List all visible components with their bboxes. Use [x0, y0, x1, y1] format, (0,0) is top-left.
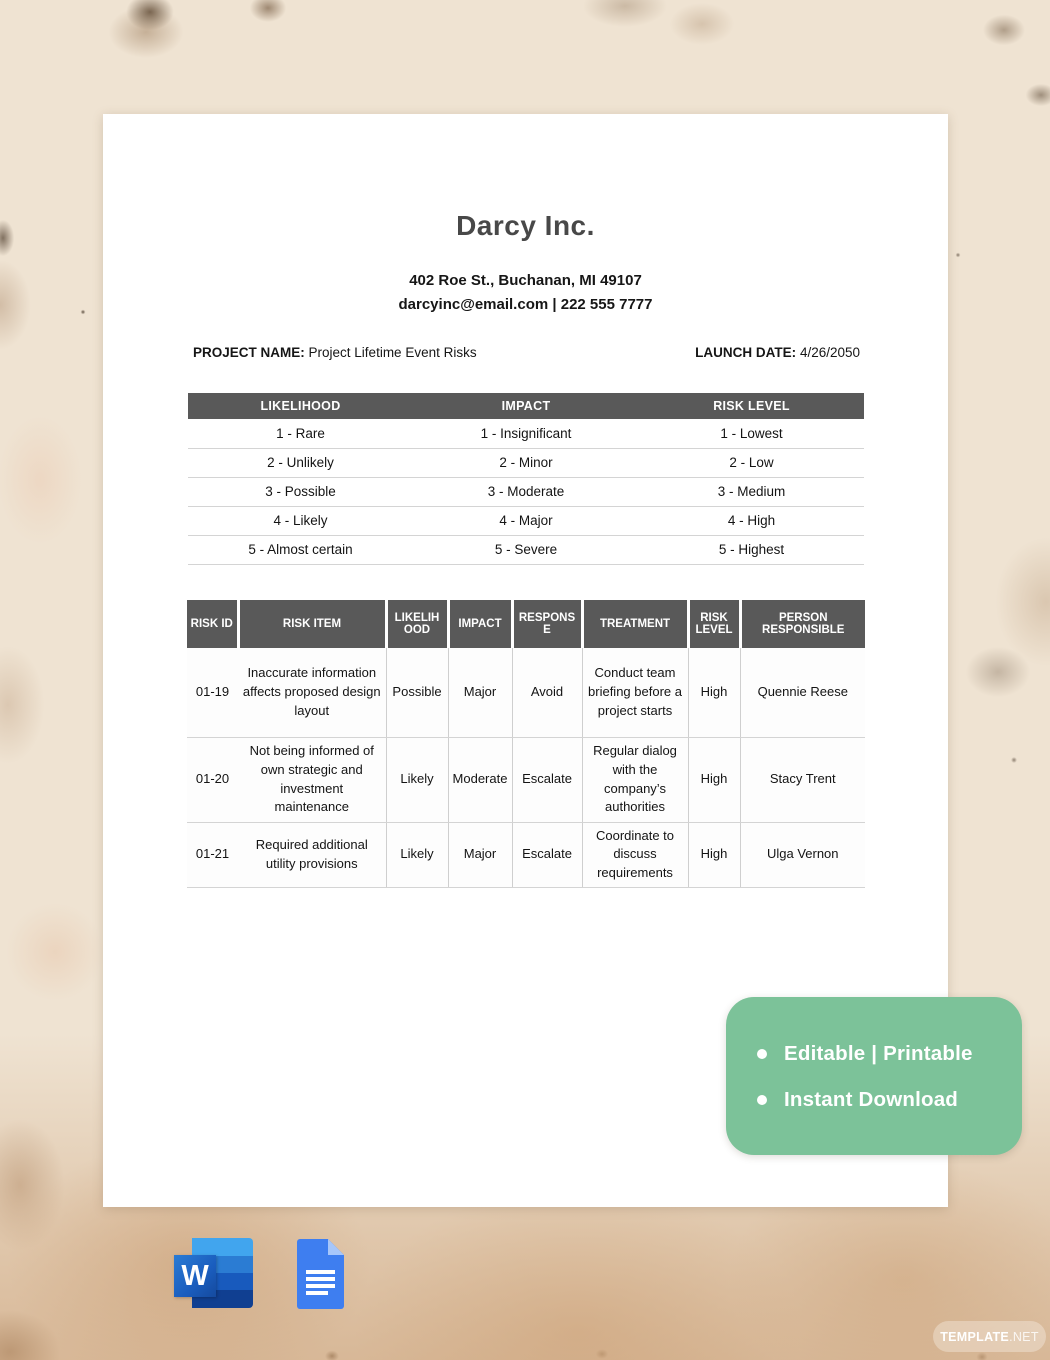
person-responsible-cell: Stacy Trent — [740, 737, 865, 822]
treatment-cell: Coordinate to discuss requirements — [582, 822, 688, 888]
column-header-impact: IMPACT — [413, 393, 639, 419]
table-cell: 5 - Almost certain — [188, 535, 413, 564]
column-header-risk-level: RISK LEVEL — [688, 600, 740, 648]
response-cell: Avoid — [512, 648, 582, 737]
docs-text-line — [306, 1284, 335, 1288]
column-header-risk-id: RISK ID — [187, 600, 238, 648]
watermark-light-text: .NET — [1009, 1329, 1039, 1344]
column-header-impact: IMPACT — [448, 600, 512, 648]
scale-row — [188, 535, 864, 564]
table-cell: 4 - High — [639, 506, 864, 535]
project-name-value: Project Lifetime Event Risks — [308, 345, 477, 360]
promo-text: Instant Download — [784, 1088, 959, 1111]
table-cell: 5 - Highest — [639, 535, 864, 564]
likelihood-cell: Likely — [386, 822, 448, 888]
scale-header-row — [188, 393, 864, 419]
impact-cell: Major — [448, 648, 512, 737]
impact-cell: Major — [448, 822, 512, 888]
table-cell: 4 - Likely — [188, 506, 413, 535]
table-cell: 3 - Moderate — [413, 477, 639, 506]
treatment-cell: Conduct team briefing before a project starts — [582, 648, 688, 737]
docs-text-line — [306, 1277, 335, 1281]
scale-row — [188, 419, 864, 448]
table-cell: 3 - Medium — [639, 477, 864, 506]
promo-line-editable — [757, 1042, 1022, 1066]
launch-date-field — [695, 345, 860, 360]
launch-date-label: LAUNCH DATE: — [695, 345, 797, 360]
scale-row — [188, 506, 864, 535]
risk-id-cell: 01-19 — [187, 648, 238, 737]
risk-register-table — [187, 600, 865, 888]
template-net-watermark — [933, 1321, 1046, 1352]
risk-level-cell: High — [688, 737, 740, 822]
risk-row — [187, 737, 865, 822]
risk-row — [187, 822, 865, 888]
treatment-cell: Regular dialog with the company’s authorities — [582, 737, 688, 822]
company-address: 402 Roe St., Buchanan, MI 49107 — [409, 272, 642, 289]
column-header-likelihood: LIKELIHOOD — [188, 393, 413, 419]
response-cell: Escalate — [512, 737, 582, 822]
table-cell: 1 - Insignificant — [413, 419, 639, 448]
project-meta-row — [193, 345, 860, 360]
microsoft-word-icon[interactable] — [174, 1238, 253, 1308]
company-name: Darcy Inc. — [456, 210, 595, 241]
scale-row — [188, 448, 864, 477]
promo-badge — [726, 997, 1022, 1155]
table-cell: 2 - Unlikely — [188, 448, 413, 477]
risk-id-cell: 01-21 — [187, 822, 238, 888]
project-name-label: PROJECT NAME: — [193, 345, 305, 360]
risk-header-row — [187, 600, 865, 648]
scale-row — [188, 477, 864, 506]
column-header-treatment: TREATMENT — [582, 600, 688, 648]
table-cell: 2 - Low — [639, 448, 864, 477]
docs-text-line — [306, 1291, 328, 1295]
risk-level-cell: High — [688, 822, 740, 888]
likelihood-cell: Likely — [386, 737, 448, 822]
risk-item-cell: Not being informed of own strategic and investment maintenance — [238, 737, 386, 822]
table-cell: 1 - Rare — [188, 419, 413, 448]
rating-scale-table — [188, 393, 864, 565]
column-header-risk-item: RISK ITEM — [238, 600, 386, 648]
column-header-response: RESPONSE — [512, 600, 582, 648]
person-responsible-cell: Quennie Reese — [740, 648, 865, 737]
company-email-phone: darcyinc@email.com | 222 555 7777 — [398, 296, 653, 313]
promo-line-download — [757, 1088, 1022, 1112]
launch-date-value: 4/26/2050 — [799, 345, 860, 360]
risk-item-cell: Required additional utility provisions — [238, 822, 386, 888]
promo-text: Editable | Printable — [784, 1042, 973, 1065]
table-cell: 1 - Lowest — [639, 419, 864, 448]
company-contact-block — [103, 269, 948, 317]
word-letter-tile: W — [174, 1255, 216, 1297]
response-cell: Escalate — [512, 822, 582, 888]
bullet-dot-icon — [757, 1049, 767, 1059]
risk-item-cell: Inaccurate information affects proposed design layout — [238, 648, 386, 737]
project-name-field — [193, 345, 477, 360]
table-cell: 2 - Minor — [413, 448, 639, 477]
risk-id-cell: 01-20 — [187, 737, 238, 822]
impact-cell: Moderate — [448, 737, 512, 822]
column-header-person-responsible: PERSON RESPONSIBLE — [740, 600, 865, 648]
column-header-likelihood: LIKELIHOOD — [386, 600, 448, 648]
table-cell: 3 - Possible — [188, 477, 413, 506]
watermark-bold-text: TEMPLATE — [940, 1329, 1010, 1344]
table-cell: 5 - Severe — [413, 535, 639, 564]
docs-text-line — [306, 1270, 335, 1274]
risk-row — [187, 648, 865, 737]
table-cell: 4 - Major — [413, 506, 639, 535]
column-header-risk-level: RISK LEVEL — [639, 393, 864, 419]
docs-folded-corner — [328, 1239, 344, 1255]
google-docs-icon[interactable] — [297, 1239, 344, 1309]
bullet-dot-icon — [757, 1095, 767, 1105]
risk-level-cell: High — [688, 648, 740, 737]
likelihood-cell: Possible — [386, 648, 448, 737]
person-responsible-cell: Ulga Vernon — [740, 822, 865, 888]
